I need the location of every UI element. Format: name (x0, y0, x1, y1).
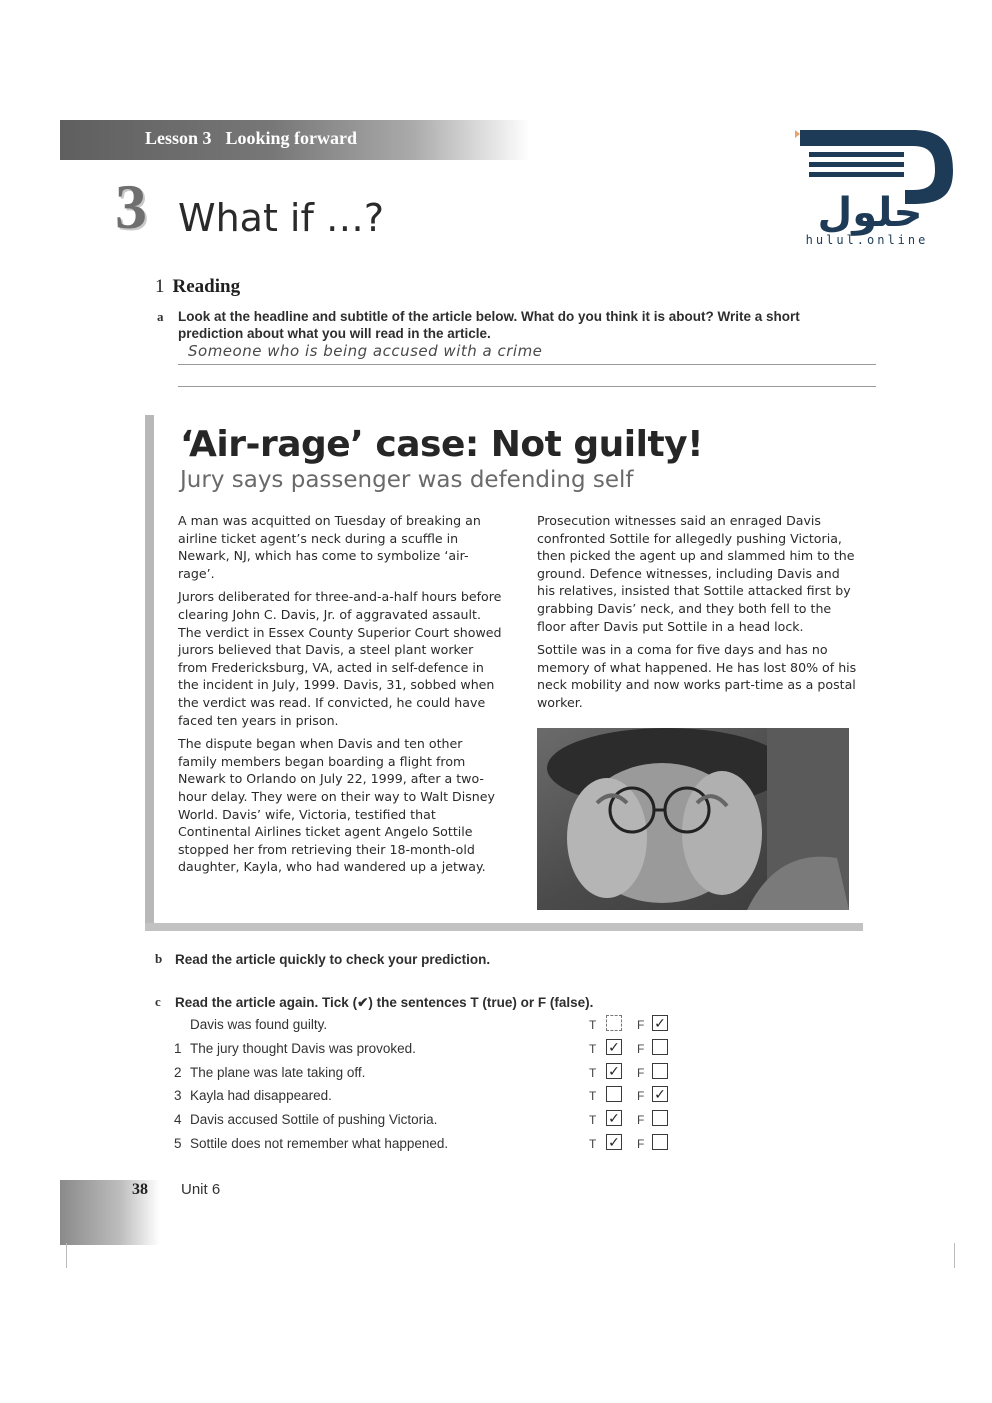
exercise-title: Reading (172, 276, 241, 297)
question-b-letter: b (155, 951, 163, 966)
article-subtitle: Jury says passenger was defending self (180, 467, 634, 493)
false-checkbox[interactable] (652, 1015, 668, 1031)
statement-text: Davis was found guilty. (190, 1017, 328, 1032)
true-label: T (589, 1089, 597, 1103)
lesson-heading (145, 128, 371, 149)
tick-icon: ✓ (608, 1063, 620, 1079)
statement-number: 3 (174, 1088, 182, 1103)
hulul-logo (785, 126, 955, 248)
statement-text: The plane was late taking off. (190, 1065, 366, 1080)
article-paragraph: The dispute began when Davis and ten other family members began boarding a flight from Newark to Orlando on July 22, 1999, after a two-hour delay. They were on their way to Walt Disney World. Davis’ wife, Victoria, testified that Continental Airlines ticket agent Angelo Sottile stopped her from retrieving their 18-month-old daughter, Kayla, who had wandered up a jetway. (178, 736, 495, 875)
article-column-left (178, 512, 503, 882)
statement-number: 5 (174, 1136, 182, 1151)
exercise-number: 1 (155, 276, 165, 297)
true-label: T (589, 1137, 597, 1151)
article-paragraph: A man was acquitted on Tuesday of breaking an airline ticket agent’s neck during a scuffle in Newark, NJ, which has come to symbolize ‘air-rage’. (178, 513, 481, 581)
prediction-answer[interactable]: Someone who is being accused with a crime (188, 342, 543, 360)
true-label: T (589, 1018, 597, 1032)
false-checkbox[interactable] (652, 1110, 668, 1126)
false-label: F (637, 1042, 645, 1056)
article-column-right (537, 512, 857, 718)
false-checkbox[interactable] (652, 1134, 668, 1150)
question-c-text: Read the article again. Tick (✔) the sentences T (true) or F (false). (175, 995, 594, 1010)
logo-url: hulul.online (805, 233, 929, 247)
statement-text: The jury thought Davis was provoked. (190, 1041, 416, 1056)
article-bottom-bar (145, 923, 863, 931)
false-label: F (637, 1137, 645, 1151)
article-paragraph: Jurors deliberated for three-and-a-half hours before clearing John C. Davis, Jr. of aggravated assault. The verdict in Essex County Superior Court showed jurors believed that Davis, a steel plant worker from Fredericksburg, VA, acted in self-defence in the incident in July, 1999. Davis, 31, sobbed when the verdict was read. If convicted, he could have faced ten years in prison. (178, 589, 502, 728)
section-title: What if …? (178, 196, 385, 240)
tick-icon: ✓ (608, 1134, 620, 1150)
statement-number: 4 (174, 1112, 182, 1127)
lesson-label: Lesson 3 (145, 128, 212, 148)
tick-icon: ✓ (608, 1039, 620, 1055)
question-a-text: Look at the headline and subtitle of the article below. What do you think it is about? Write a short prediction about what you will read in the article. (178, 309, 800, 341)
statement-number: 2 (174, 1065, 182, 1080)
crop-mark-right (954, 1243, 955, 1268)
article-paragraph: Prosecution witnesses said an enraged Davis confronted Sottile for allegedly pushing Victoria, then picked the agent up and slammed him to the ground. Defence witnesses, including Davis and his relatives, insisted that Sottile attacked first by grabbing Davis’ neck, and they both fell to the floor after Davis put Sottile in a head lock. (537, 513, 855, 634)
true-checkbox[interactable] (606, 1134, 622, 1150)
question-b-text: Read the article quickly to check your prediction. (175, 952, 491, 967)
tick-icon: ✓ (654, 1015, 666, 1031)
false-label: F (637, 1018, 645, 1032)
true-label: T (589, 1113, 597, 1127)
statement-number: 1 (174, 1041, 182, 1056)
true-checkbox[interactable] (606, 1063, 622, 1079)
article-headline: ‘Air-rage’ case: Not guilty! (180, 424, 704, 465)
true-label: T (589, 1066, 597, 1080)
article-paragraph: Sottile was in a coma for five days and has no memory of what happened. He has lost 80% of his neck mobility and now works part-time as a postal worker. (537, 642, 857, 710)
statement-text: Sottile does not remember what happened. (190, 1136, 449, 1151)
answer-line-1 (178, 364, 876, 365)
true-label: T (589, 1042, 597, 1056)
section-number: 3 (115, 171, 147, 242)
lesson-title: Looking forward (225, 128, 358, 148)
true-checkbox[interactable] (606, 1110, 622, 1126)
page-number: 38 (132, 1181, 148, 1198)
false-label: F (637, 1089, 645, 1103)
logo-arabic: حلول (817, 190, 923, 236)
true-checkbox[interactable] (606, 1039, 622, 1055)
unit-label: Unit 6 (181, 1181, 221, 1198)
statement-text: Kayla had disappeared. (190, 1088, 332, 1103)
true-checkbox[interactable] (606, 1015, 622, 1031)
question-a-letter: a (157, 309, 164, 324)
question-c-letter: c (155, 994, 161, 1009)
answer-line-2 (178, 386, 876, 387)
false-label: F (637, 1113, 645, 1127)
crop-mark-left (66, 1243, 67, 1268)
false-checkbox[interactable] (652, 1086, 668, 1102)
tick-icon: ✓ (654, 1086, 666, 1102)
true-checkbox[interactable] (606, 1086, 622, 1102)
false-checkbox[interactable] (652, 1039, 668, 1055)
exercise-heading (155, 276, 240, 298)
distressed-man-photo (537, 728, 849, 910)
article-side-bar (145, 415, 154, 930)
statement-text: Davis accused Sottile of pushing Victoria. (190, 1112, 438, 1127)
false-label: F (637, 1066, 645, 1080)
false-checkbox[interactable] (652, 1063, 668, 1079)
tick-icon: ✓ (608, 1110, 620, 1126)
